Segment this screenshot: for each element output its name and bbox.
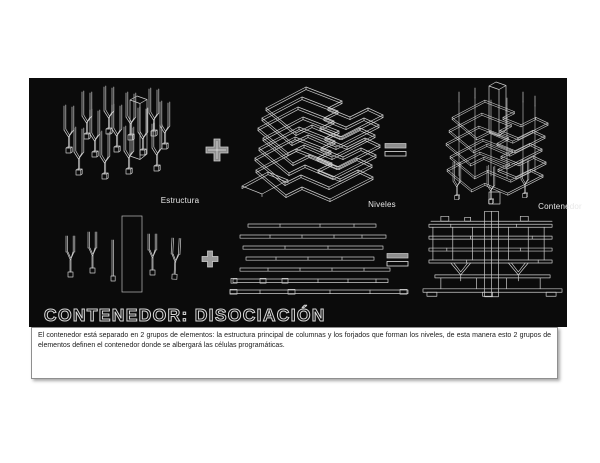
niveles-axon-drawing <box>238 82 396 204</box>
label-niveles: Niveles <box>368 200 396 209</box>
description-textbox <box>31 327 558 379</box>
label-estructura: Estructura <box>160 196 200 205</box>
equals-icon <box>386 252 410 268</box>
label-contenedor: Contenedor <box>538 202 582 211</box>
contenedor-axon-drawing <box>425 80 567 206</box>
plus-icon <box>201 250 219 268</box>
diagram-panel <box>29 78 582 327</box>
equals-icon <box>384 142 408 158</box>
building-elevation-drawing <box>421 211 565 306</box>
plus-icon <box>205 138 229 162</box>
columns-elevation-drawing <box>58 216 196 296</box>
description-text: El contenedor está separado en 2 grupos de elementos: la estructura principal de columnas y los forjados que forman los niveles, de esta manera esto 2 grupos de elementos definen el contenedor donde se albergará las células programáticas. <box>38 332 551 349</box>
page-title: CONTENEDOR: DISOCIACIÓN <box>44 305 326 325</box>
estructura-axon-drawing <box>54 84 199 196</box>
